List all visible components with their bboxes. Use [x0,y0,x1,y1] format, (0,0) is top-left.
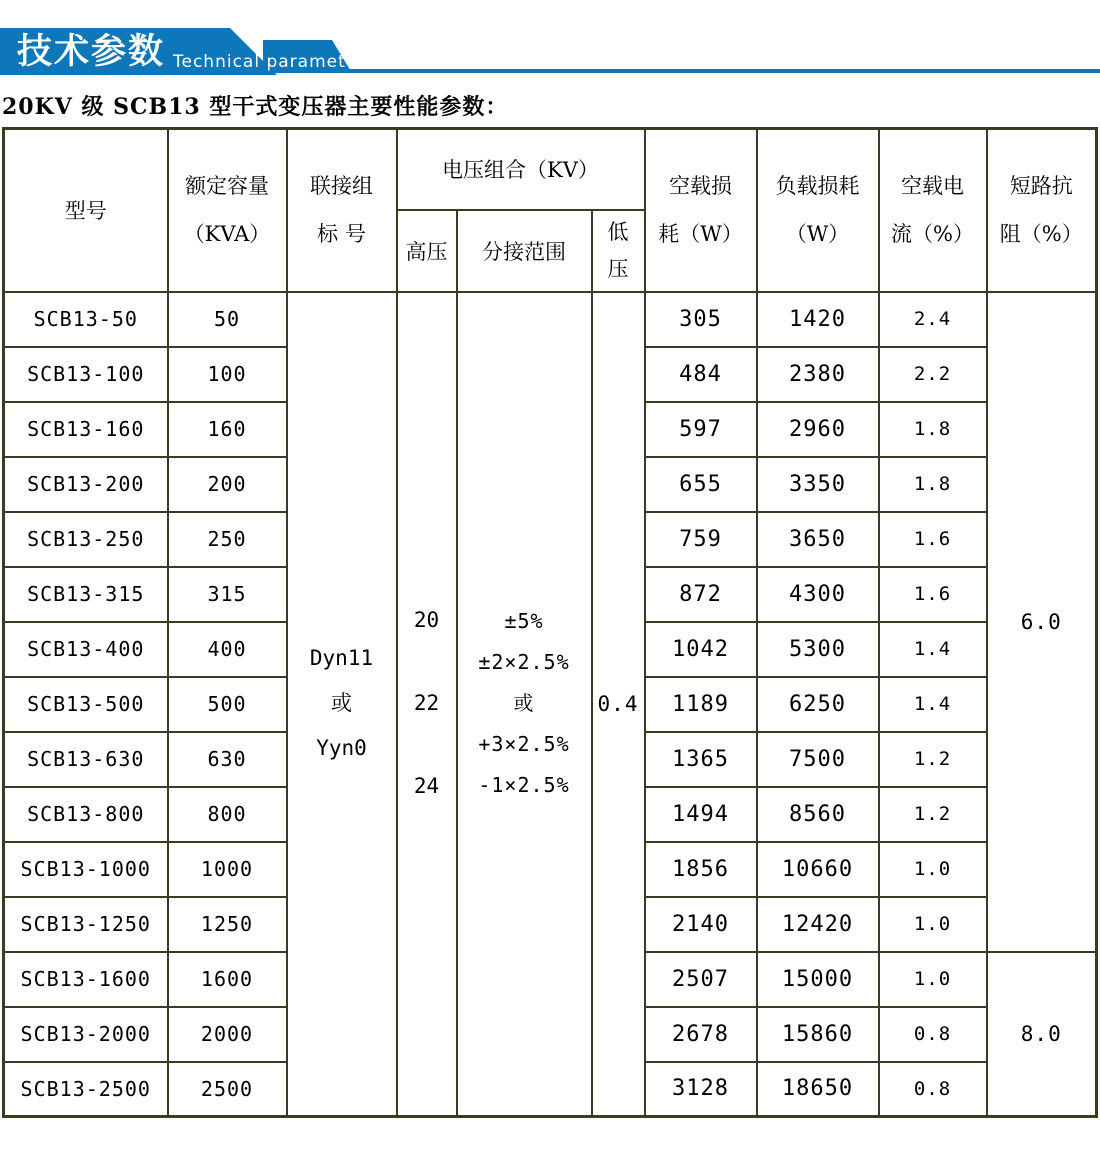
impedance-cell-8: 8.0 [987,952,1097,1117]
model-cell: SCB13-100 [4,347,168,402]
no-load-current-cell: 2.4 [879,292,987,347]
header-row-1 [4,129,1097,210]
tap-line5: -1×2.5% [478,773,570,798]
header-impedance-line1: 短路抗 [1009,174,1073,199]
no-load-loss-cell: 1189 [645,677,757,732]
no-load-loss-cell: 1494 [645,787,757,842]
model-cell: SCB13-315 [4,567,168,622]
header-no-load-current-line1: 空载电 [901,174,964,199]
model-cell: SCB13-500 [4,677,168,732]
header-no-load-current-line2: 流（%） [891,222,974,247]
load-loss-cell: 15860 [757,1007,879,1062]
load-loss-cell: 2960 [757,402,879,457]
low-voltage-cell: 0.4 [592,292,645,1117]
header-capacity-line1: 额定容量 [185,174,269,199]
hv-value-2: 22 [413,691,440,716]
no-load-loss-cell: 2678 [645,1007,757,1062]
load-loss-cell: 2380 [757,347,879,402]
model-cell: SCB13-2000 [4,1007,168,1062]
capacity-cell: 2500 [168,1062,287,1117]
load-loss-cell: 8560 [757,787,879,842]
header-high-voltage: 高压 [397,210,457,292]
table-row [4,292,1097,347]
no-load-current-cell: 0.8 [879,1007,987,1062]
no-load-current-cell: 1.6 [879,567,987,622]
tap-line3: 或 [513,691,535,716]
no-load-current-cell: 0.8 [879,1062,987,1117]
no-load-loss-cell: 484 [645,347,757,402]
model-cell: SCB13-200 [4,457,168,512]
header-low-voltage-line1: 低 [607,219,629,244]
header-capacity-line2: （KVA） [183,222,271,247]
load-loss-cell: 7500 [757,732,879,787]
no-load-current-cell: 1.4 [879,622,987,677]
no-load-loss-cell: 597 [645,402,757,457]
header-load-loss-line2: （W） [785,222,850,247]
header-no-load-current [879,129,987,292]
no-load-current-cell: 2.2 [879,347,987,402]
no-load-current-cell: 1.4 [879,677,987,732]
page-subtitle: 20KV 级 SCB13 型干式变压器主要性能参数： [2,94,509,120]
header-impedance-line2: 阻（%） [999,222,1083,247]
model-cell: SCB13-1600 [4,952,168,1007]
no-load-loss-cell: 2140 [645,897,757,952]
load-loss-cell: 1420 [757,292,879,347]
capacity-cell: 315 [168,567,287,622]
load-loss-cell: 15000 [757,952,879,1007]
model-cell: SCB13-50 [4,292,168,347]
no-load-current-cell: 1.8 [879,402,987,457]
header-capacity [168,129,287,292]
tap-line2: ±2×2.5% [478,650,570,675]
header-connection-line2: 标 号 [317,222,366,247]
load-loss-cell: 3650 [757,512,879,567]
model-cell: SCB13-400 [4,622,168,677]
capacity-cell: 1000 [168,842,287,897]
banner-title-cn: 技术参数 [17,32,166,72]
capacity-cell: 250 [168,512,287,567]
capacity-cell: 400 [168,622,287,677]
capacity-cell: 160 [168,402,287,457]
high-voltage-cell [397,292,457,1117]
no-load-current-cell: 1.2 [879,732,987,787]
header-impedance [987,129,1097,292]
connection-group-cell [287,292,397,1117]
load-loss-cell: 4300 [757,567,879,622]
header-model: 型号 [4,129,168,292]
load-loss-cell: 10660 [757,842,879,897]
no-load-loss-cell: 655 [645,457,757,512]
capacity-cell: 2000 [168,1007,287,1062]
header-connection [287,129,397,292]
no-load-current-cell: 1.0 [879,952,987,1007]
model-cell: SCB13-1000 [4,842,168,897]
impedance-cell-6: 6.0 [987,292,1097,952]
capacity-cell: 630 [168,732,287,787]
capacity-cell: 50 [168,292,287,347]
header-connection-line1: 联接组 [310,174,373,199]
model-cell: SCB13-1250 [4,897,168,952]
no-load-current-cell: 1.6 [879,512,987,567]
connection-line2: 或 [331,691,352,716]
capacity-cell: 1250 [168,897,287,952]
parameter-table [2,127,1098,1118]
no-load-loss-cell: 2507 [645,952,757,1007]
load-loss-cell: 5300 [757,622,879,677]
capacity-cell: 800 [168,787,287,842]
model-cell: SCB13-2500 [4,1062,168,1117]
header-no-load-loss [645,129,757,292]
load-loss-cell: 12420 [757,897,879,952]
no-load-loss-cell: 759 [645,512,757,567]
header-no-load-loss-line2: 耗（W） [658,222,743,247]
load-loss-cell: 3350 [757,457,879,512]
no-load-loss-cell: 1856 [645,842,757,897]
banner-title-en: Technical parameter [173,52,366,72]
banner-rule-line [296,69,1100,73]
load-loss-cell: 18650 [757,1062,879,1117]
header-no-load-loss-line1: 空载损 [669,174,732,199]
connection-line3: Yyn0 [316,736,367,761]
no-load-loss-cell: 1365 [645,732,757,787]
header-load-loss-line1: 负载损耗 [775,174,860,199]
tap-line1: ±5% [504,609,544,634]
no-load-loss-cell: 305 [645,292,757,347]
tap-line4: +3×2.5% [478,732,570,757]
model-cell: SCB13-800 [4,787,168,842]
header-voltage-group: 电压组合（KV） [397,129,645,210]
no-load-current-cell: 1.0 [879,897,987,952]
model-cell: SCB13-160 [4,402,168,457]
no-load-loss-cell: 872 [645,567,757,622]
model-cell: SCB13-250 [4,512,168,567]
no-load-current-cell: 1.0 [879,842,987,897]
hv-value-3: 24 [413,774,440,799]
capacity-cell: 1600 [168,952,287,1007]
header-low-voltage-line2: 压 [607,256,629,281]
no-load-loss-cell: 3128 [645,1062,757,1117]
no-load-current-cell: 1.2 [879,787,987,842]
capacity-cell: 200 [168,457,287,512]
connection-line1: Dyn11 [309,646,374,671]
capacity-cell: 100 [168,347,287,402]
header-low-voltage [592,210,645,292]
no-load-current-cell: 1.8 [879,457,987,512]
capacity-cell: 500 [168,677,287,732]
hv-value-1: 20 [413,608,440,633]
no-load-loss-cell: 1042 [645,622,757,677]
model-cell: SCB13-630 [4,732,168,787]
load-loss-cell: 6250 [757,677,879,732]
tap-range-cell [457,292,592,1117]
header-load-loss [757,129,879,292]
header-tap-range: 分接范围 [457,210,592,292]
